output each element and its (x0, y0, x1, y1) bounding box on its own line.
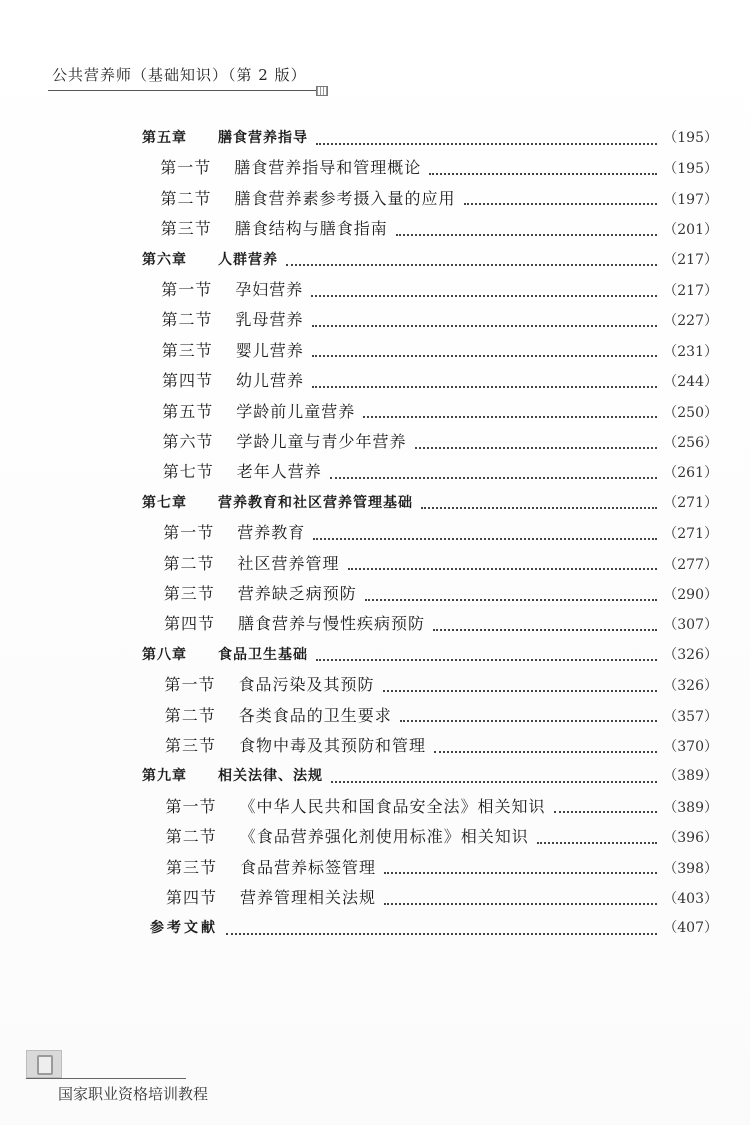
toc-section-row[interactable] (166, 885, 718, 911)
chapter-number: 第九章 (142, 768, 187, 785)
toc-section-row[interactable] (165, 733, 718, 759)
section-number: 第二节 (161, 310, 213, 330)
section-title: 膳食结构与膳食指南 (234, 219, 388, 239)
section-title: 老年人营养 (236, 462, 322, 482)
toc-section-row[interactable] (166, 855, 718, 881)
dot-leader (330, 476, 658, 479)
chapter-number: 第五章 (142, 130, 187, 146)
chapter-title: 人群营养 (218, 251, 278, 268)
chapter-title: 相关法律、法规 (218, 768, 323, 785)
page-number: （271） (663, 526, 718, 543)
page-number: （197） (663, 191, 718, 208)
section-number: 第六节 (162, 432, 214, 451)
section-title: 学龄儿童与青少年营养 (236, 432, 407, 451)
section-number: 第四节 (162, 371, 214, 391)
section-number: 第一节 (160, 158, 212, 178)
section-title: 各类食品的卫生要求 (238, 705, 392, 725)
page-number: （307） (663, 617, 718, 634)
section-number: 第二节 (160, 188, 212, 208)
section-title: 《中华人民共和国食品安全法》相关知识 (239, 796, 546, 816)
toc-section-row[interactable] (164, 581, 718, 607)
page-number: （201） (663, 222, 718, 239)
section-number: 第一节 (163, 523, 215, 543)
toc-chapter-row[interactable] (142, 247, 718, 273)
series-title: 国家职业资格培训教程 (58, 1085, 209, 1103)
page-number: （217） (663, 251, 718, 268)
section-number: 第七节 (162, 462, 214, 482)
section-title: 幼儿营养 (236, 371, 305, 391)
dot-leader (434, 750, 657, 753)
dot-leader (331, 780, 657, 783)
section-title: 营养管理相关法规 (240, 888, 377, 907)
toc-chapter-row[interactable] (142, 763, 718, 789)
section-number: 第五节 (162, 401, 214, 421)
dot-leader (316, 658, 657, 661)
book-icon (37, 1055, 53, 1075)
section-title: 膳食营养与慢性疾病预防 (238, 614, 426, 634)
dot-leader (226, 932, 657, 935)
page-number: （403） (663, 891, 718, 907)
toc-section-row[interactable] (162, 399, 718, 425)
section-number: 第四节 (164, 614, 216, 634)
page-number: （326） (663, 678, 718, 695)
section-number: 第一节 (165, 796, 217, 816)
section-title: 社区营养管理 (237, 553, 340, 573)
section-number: 第三节 (163, 584, 215, 603)
footer-logo (26, 1050, 62, 1078)
section-title: 膳食营养素参考摄入量的应用 (234, 188, 456, 208)
toc-chapter-row[interactable] (142, 125, 718, 151)
section-number: 第三节 (165, 736, 217, 755)
toc-chapter-row[interactable] (142, 642, 718, 668)
page-number: （261） (663, 465, 718, 482)
toc-section-row[interactable] (162, 307, 719, 333)
toc-section-row[interactable] (161, 277, 718, 303)
toc-section-row[interactable] (166, 824, 718, 850)
section-number: 第三节 (160, 219, 212, 239)
page-number: （370） (663, 739, 718, 755)
chapter-title: 膳食营养指导 (218, 130, 308, 146)
toc-reference-row[interactable] (150, 915, 718, 941)
dot-leader (383, 689, 658, 692)
page-number: （290） (663, 587, 718, 603)
section-title: 学龄前儿童营养 (236, 401, 356, 421)
toc-section-row[interactable] (163, 520, 718, 546)
page-number: （217） (663, 283, 718, 299)
chapter-number: 第七章 (142, 494, 187, 511)
dot-leader (429, 172, 657, 175)
dot-leader (384, 902, 657, 905)
page-number: （271） (663, 494, 718, 511)
dot-leader (415, 446, 658, 449)
page-number: （326） (663, 646, 718, 663)
dot-leader (464, 202, 658, 205)
toc-section-row[interactable] (163, 459, 718, 485)
dot-leader (286, 263, 657, 266)
section-title: 食品污染及其预防 (238, 675, 375, 695)
section-title: 《食品营养强化剂使用标准》相关知识 (239, 827, 529, 847)
toc-section-row[interactable] (165, 703, 718, 729)
chapter-title: 营养教育和社区营养管理基础 (218, 494, 413, 511)
toc-chapter-row[interactable] (142, 490, 718, 516)
section-number: 第二节 (164, 705, 216, 725)
section-title: 营养教育 (237, 523, 306, 543)
section-number: 第二节 (163, 553, 215, 573)
page-number: （195） (663, 130, 718, 146)
section-title: 食物中毒及其预防和管理 (239, 736, 427, 755)
page-number: （389） (663, 799, 718, 816)
toc-section-row[interactable] (162, 338, 718, 364)
page-number: （256） (663, 435, 718, 451)
toc-section-row[interactable] (161, 216, 718, 242)
toc-section-row[interactable] (165, 672, 719, 698)
dot-leader (312, 354, 658, 357)
dot-leader (554, 810, 658, 813)
dot-leader (348, 567, 658, 570)
section-title: 膳食营养指导和管理概论 (234, 158, 422, 178)
page-number: （398） (663, 860, 718, 877)
chapter-number: 第八章 (142, 646, 187, 663)
page-number: （357） (663, 708, 718, 725)
page-number: （244） (663, 374, 718, 391)
section-title: 食品营养标签管理 (240, 857, 377, 877)
page-number: （250） (663, 404, 718, 421)
dot-leader (316, 142, 657, 145)
dot-leader (433, 628, 657, 631)
toc-section-row[interactable] (164, 611, 718, 637)
section-number: 第一节 (164, 675, 216, 695)
header-rule (48, 90, 318, 91)
section-number: 第一节 (161, 280, 213, 299)
reference-title: 参考文献 (150, 920, 218, 937)
running-header: 公共营养师（基础知识）（第 2 版） (52, 66, 307, 84)
section-title: 营养缺乏病预防 (237, 584, 357, 603)
page-number: （407） (663, 920, 718, 937)
section-title: 婴儿营养 (235, 340, 304, 360)
page-number: （195） (663, 161, 718, 178)
dot-leader (312, 385, 657, 388)
toc-section-row[interactable] (166, 794, 719, 820)
toc-section-row[interactable] (160, 155, 718, 181)
dot-leader (311, 294, 657, 297)
chapter-number: 第六章 (142, 251, 187, 268)
section-number: 第三节 (161, 340, 213, 360)
section-number: 第三节 (166, 857, 218, 877)
header-ornament (316, 86, 328, 96)
dot-leader (400, 719, 658, 722)
footer-rule (26, 1078, 186, 1079)
section-title: 孕妇营养 (235, 280, 304, 299)
section-number: 第二节 (165, 827, 217, 847)
dot-leader (421, 506, 657, 509)
dot-leader (537, 841, 658, 844)
dot-leader (384, 871, 657, 874)
dot-leader (313, 537, 657, 540)
dot-leader (365, 598, 658, 601)
dot-leader (396, 233, 658, 236)
toc-section-row[interactable] (164, 551, 719, 577)
page-number: （231） (663, 343, 718, 360)
section-number: 第四节 (166, 888, 218, 907)
section-title: 乳母营养 (235, 310, 304, 330)
page-number: （277） (663, 556, 718, 573)
toc-section-row[interactable] (162, 368, 718, 394)
dot-leader (312, 324, 658, 327)
toc-section-row[interactable] (161, 186, 719, 212)
dot-leader (363, 415, 657, 418)
chapter-title: 食品卫生基础 (218, 646, 308, 663)
page-number: （396） (663, 830, 718, 847)
page-number: （389） (663, 768, 718, 785)
toc-section-row[interactable] (163, 429, 719, 455)
page-number: （227） (663, 313, 718, 330)
